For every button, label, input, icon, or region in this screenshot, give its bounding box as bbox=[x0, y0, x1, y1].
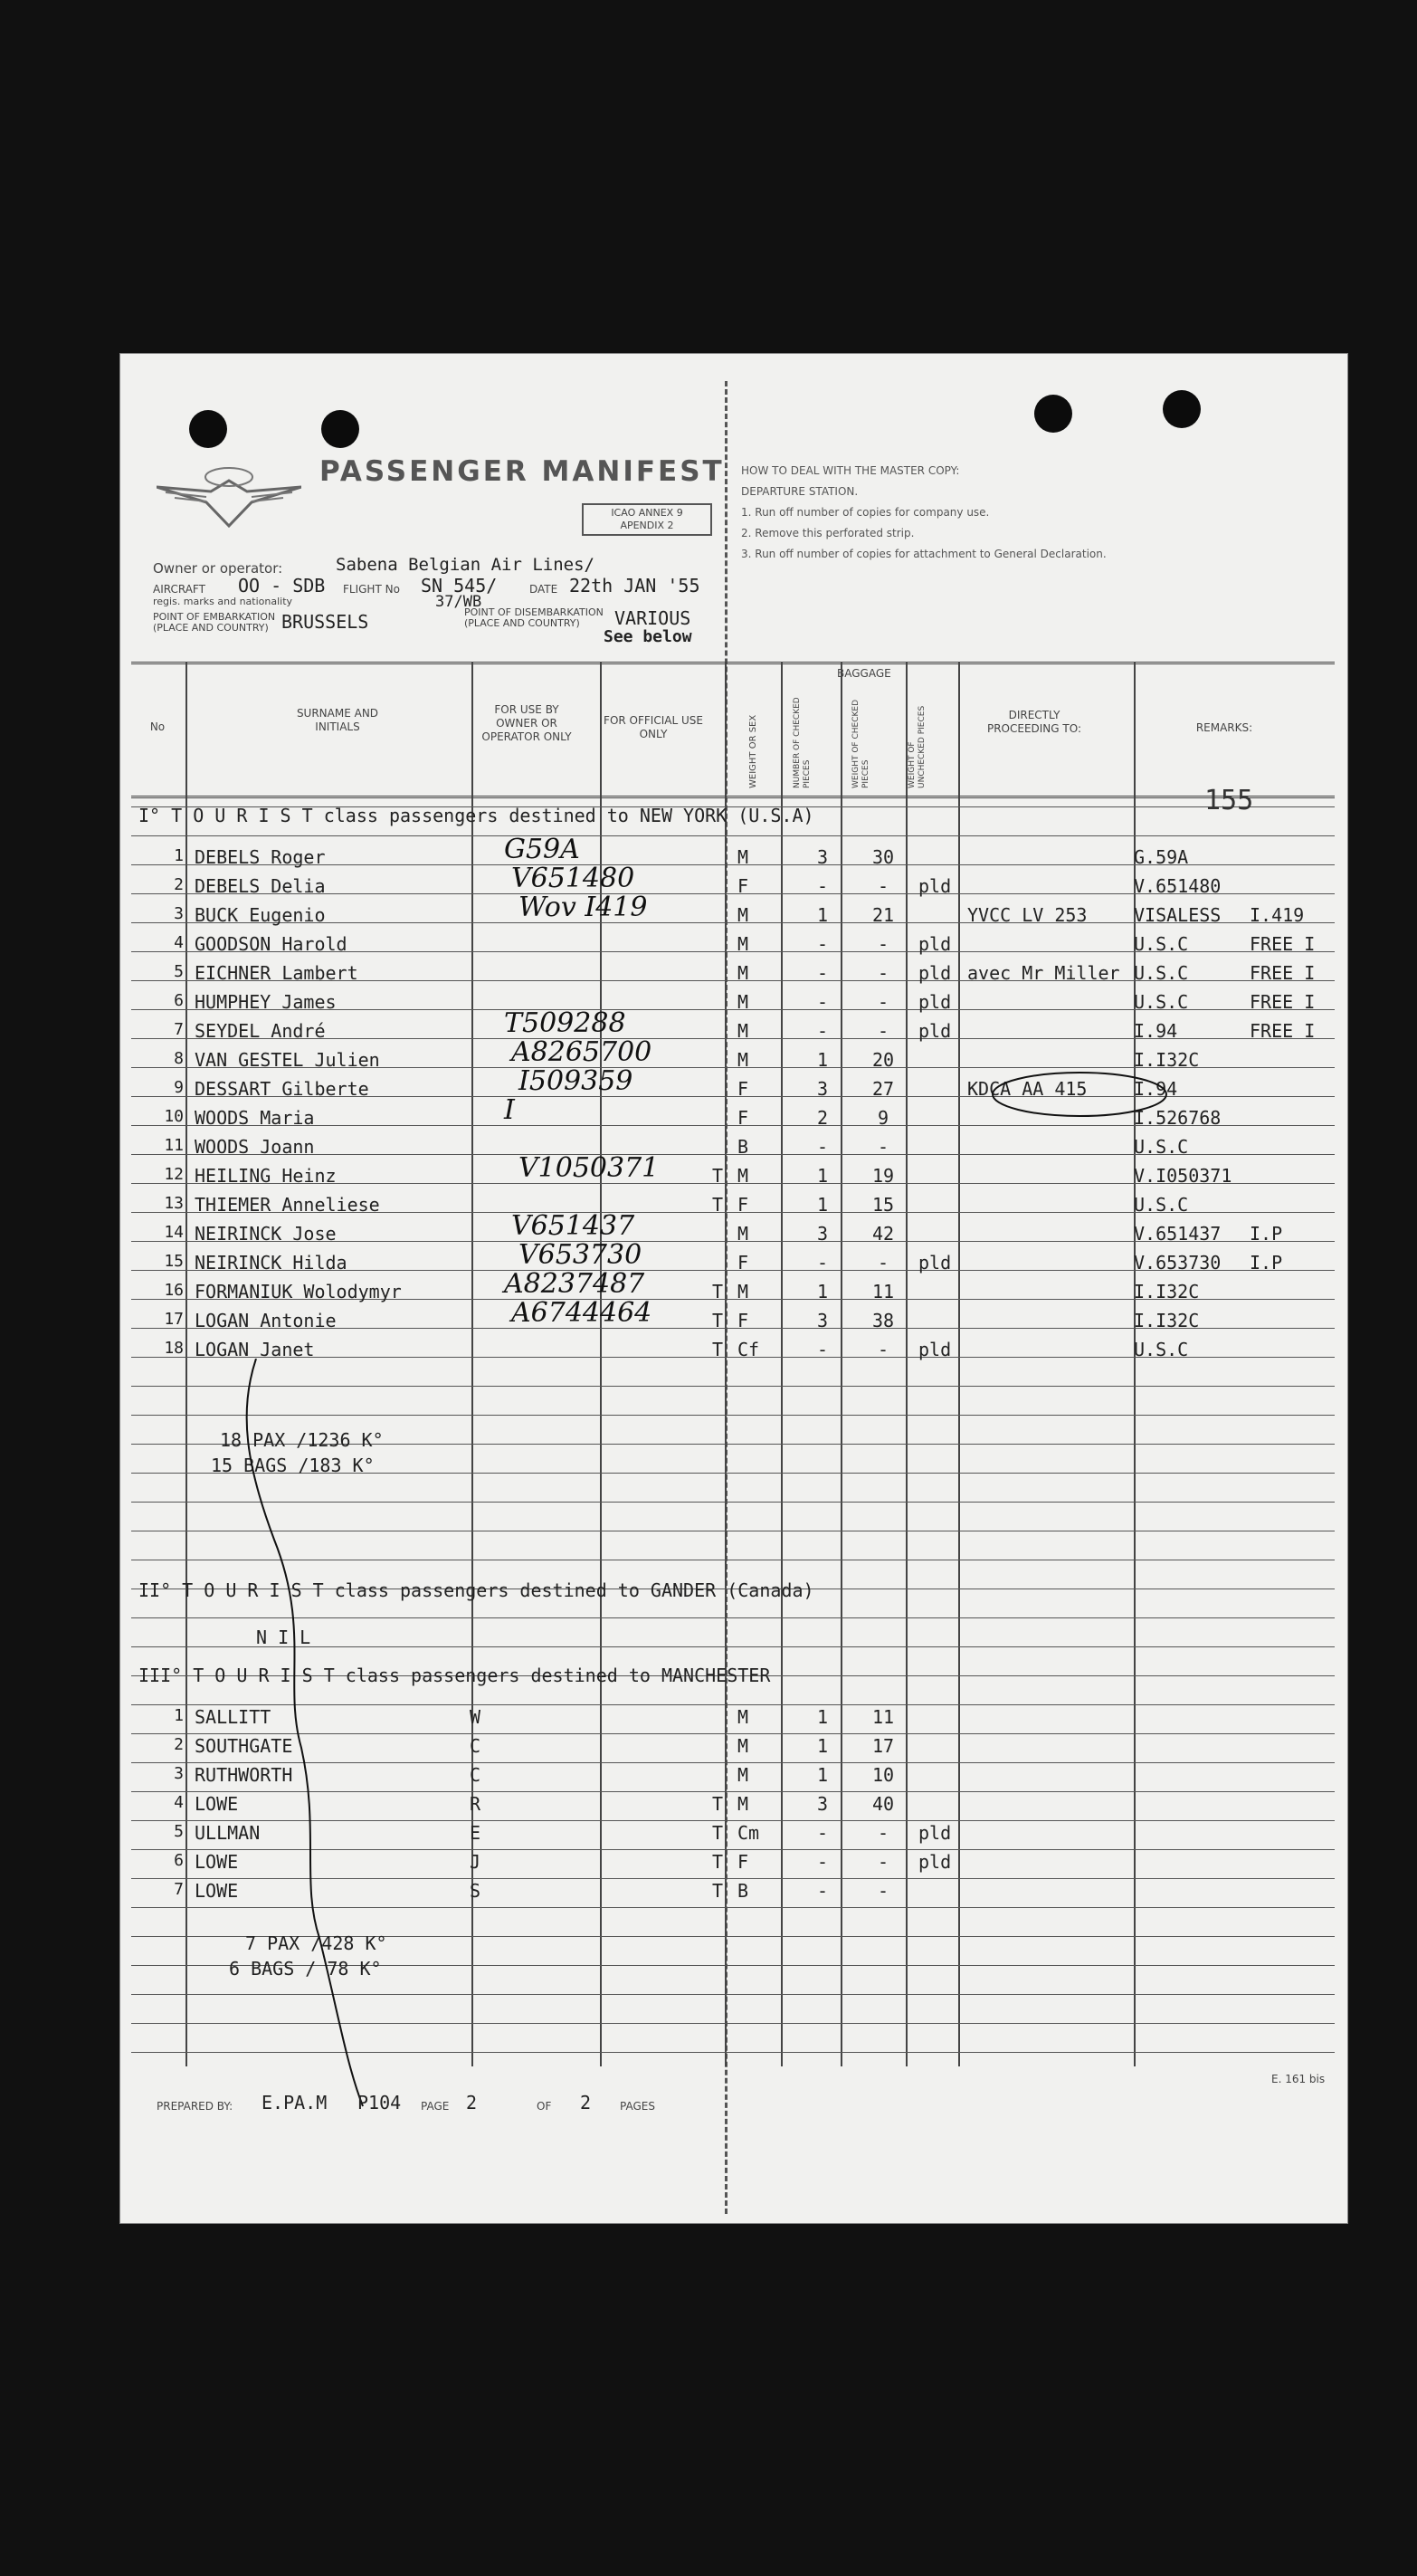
flight-value: SN 545/ bbox=[421, 575, 498, 596]
passenger-initial: E bbox=[469, 1822, 480, 1844]
passenger-number: 16 bbox=[164, 1281, 184, 1300]
checked-weight: 20 bbox=[871, 1049, 895, 1071]
checked-pieces: - bbox=[816, 962, 829, 984]
passenger-sex: M bbox=[737, 846, 749, 868]
remarks: G.59A bbox=[1134, 846, 1189, 868]
class-code: T bbox=[712, 1880, 724, 1902]
pages-label: PAGES bbox=[620, 2100, 655, 2113]
checked-pieces: 3 bbox=[816, 1078, 829, 1100]
date-value: 22th JAN '55 bbox=[569, 575, 700, 596]
handwritten-document-number: V653730 bbox=[518, 1239, 642, 1271]
col-surname: SURNAME AND INITIALS bbox=[296, 707, 379, 733]
passenger-name: NEIRINCK Hilda bbox=[195, 1252, 347, 1274]
passenger-sex: F bbox=[737, 1851, 749, 1873]
flight-label: FLIGHT No bbox=[343, 583, 400, 596]
passenger-number: 9 bbox=[174, 1078, 184, 1097]
passenger-name: BUCK Eugenio bbox=[195, 904, 326, 926]
passenger-name: LOGAN Antonie bbox=[195, 1310, 337, 1331]
checked-weight: - bbox=[877, 1851, 889, 1873]
page-number: 155 bbox=[1204, 785, 1254, 816]
remarks: U.S.C bbox=[1134, 1136, 1189, 1158]
checked-pieces: 1 bbox=[816, 1165, 829, 1187]
embark-value: BRUSSELS bbox=[281, 611, 369, 633]
remarks: I.I32C bbox=[1134, 1281, 1200, 1302]
checked-weight: 11 bbox=[871, 1706, 895, 1728]
checked-pieces: 1 bbox=[816, 1194, 829, 1216]
embark-label: POINT OF EMBARKATION (PLACE AND COUNTRY) bbox=[153, 611, 276, 634]
passenger-sex: B bbox=[737, 1136, 749, 1158]
operator-label: Owner or operator: bbox=[153, 560, 283, 577]
remarks: U.S.C bbox=[1134, 991, 1189, 1013]
unchecked-weight: pld bbox=[918, 1252, 952, 1274]
passenger-number: 6 bbox=[174, 1851, 184, 1870]
passenger-name: DEBELS Delia bbox=[195, 875, 326, 897]
class-code: T bbox=[712, 1339, 724, 1360]
directly-proceeding: avec Mr Miller bbox=[967, 962, 1120, 984]
aircraft-label: AIRCRAFT bbox=[153, 583, 205, 596]
checked-weight: - bbox=[877, 875, 889, 897]
passenger-name: GOODSON Harold bbox=[195, 933, 347, 955]
checked-pieces: - bbox=[816, 1339, 829, 1360]
handwritten-document-number: V651437 bbox=[511, 1210, 635, 1242]
directly-proceeding: YVCC LV 253 bbox=[967, 904, 1088, 926]
checked-pieces: - bbox=[816, 875, 829, 897]
passenger-sex: M bbox=[737, 1223, 749, 1245]
remarks-extra: FREE I bbox=[1250, 991, 1316, 1013]
unchecked-weight: pld bbox=[918, 1339, 952, 1360]
passenger-number: 13 bbox=[164, 1194, 184, 1213]
punch-hole bbox=[189, 410, 227, 448]
table-row bbox=[131, 863, 1335, 901]
checked-weight: 40 bbox=[871, 1793, 895, 1815]
passenger-sex: M bbox=[737, 1706, 749, 1728]
table-row bbox=[131, 930, 1335, 959]
unchecked-weight: pld bbox=[918, 1822, 952, 1844]
passenger-sex: M bbox=[737, 904, 749, 926]
passenger-name: ULLMAN bbox=[195, 1822, 261, 1844]
checked-weight: 15 bbox=[871, 1194, 895, 1216]
remarks-extra: FREE I bbox=[1250, 933, 1316, 955]
passenger-initial: C bbox=[469, 1735, 480, 1757]
handwritten-document-number: I509359 bbox=[518, 1065, 633, 1097]
remarks: I.526768 bbox=[1134, 1107, 1222, 1129]
checked-pieces: 1 bbox=[816, 1049, 829, 1071]
checked-pieces: 2 bbox=[816, 1107, 829, 1129]
operator-value: Sabena Belgian Air Lines/ bbox=[336, 555, 594, 575]
class-code: T bbox=[712, 1310, 724, 1331]
passenger-name: DEBELS Roger bbox=[195, 846, 326, 868]
passenger-sex: M bbox=[737, 991, 749, 1013]
checked-weight: - bbox=[877, 1252, 889, 1274]
table-row bbox=[131, 1210, 1335, 1248]
handwritten-document-number: V651480 bbox=[511, 863, 635, 894]
remarks: I.I32C bbox=[1134, 1310, 1200, 1331]
handwritten-document-number: T509288 bbox=[504, 1007, 626, 1039]
directly-proceeding: KDCA AA 415 bbox=[967, 1078, 1088, 1100]
remarks: V.I050371 bbox=[1134, 1165, 1232, 1187]
passenger-initial: S bbox=[469, 1880, 480, 1902]
col-baggage: BAGGAGE bbox=[837, 667, 891, 680]
passenger-number: 11 bbox=[164, 1136, 184, 1155]
remarks-extra: I.P bbox=[1250, 1223, 1283, 1245]
table-row bbox=[131, 1007, 1335, 1045]
checked-weight: 27 bbox=[871, 1078, 895, 1100]
passenger-name: FORMANIUK Wolodymyr bbox=[195, 1281, 402, 1302]
col-owner-use: FOR USE BY OWNER OR OPERATOR ONLY bbox=[481, 703, 572, 743]
class-code: T bbox=[712, 1165, 724, 1187]
passenger-number: 8 bbox=[174, 1049, 184, 1068]
passenger-number: 17 bbox=[164, 1310, 184, 1329]
checked-pieces: 3 bbox=[816, 1793, 829, 1815]
remarks: U.S.C bbox=[1134, 962, 1189, 984]
col-directly: DIRECTLY PROCEEDING TO: bbox=[986, 709, 1082, 735]
remarks: VISALESS bbox=[1134, 904, 1222, 926]
remarks: U.S.C bbox=[1134, 1339, 1189, 1360]
class-code: T bbox=[712, 1793, 724, 1815]
passenger-number: 7 bbox=[174, 1880, 184, 1899]
checked-pieces: 1 bbox=[816, 1735, 829, 1757]
table-row bbox=[131, 834, 1335, 872]
passenger-initial: W bbox=[469, 1706, 480, 1728]
prepared-label: PREPARED BY: bbox=[157, 2100, 233, 2113]
unchecked-weight: pld bbox=[918, 875, 952, 897]
passenger-name: DESSART Gilberte bbox=[195, 1078, 369, 1100]
class-code: T bbox=[712, 1281, 724, 1302]
handwritten-document-number: G59A bbox=[504, 834, 580, 865]
table-row bbox=[131, 1239, 1335, 1277]
remarks: V.651480 bbox=[1134, 875, 1222, 897]
passenger-sex: M bbox=[737, 1793, 749, 1815]
class-code: T bbox=[712, 1194, 724, 1216]
checked-pieces: - bbox=[816, 1822, 829, 1844]
unchecked-weight: pld bbox=[918, 991, 952, 1013]
passenger-name: SALLITT bbox=[195, 1706, 271, 1728]
passenger-sex: M bbox=[737, 1764, 749, 1786]
checked-weight: - bbox=[877, 1822, 889, 1844]
remarks: I.94 bbox=[1134, 1020, 1178, 1042]
checked-pieces: - bbox=[816, 1136, 829, 1158]
disembark-sub: See below bbox=[604, 627, 692, 646]
section-2-title: II° T O U R I S T class passengers destined to GANDER (Canada) bbox=[138, 1579, 814, 1601]
passenger-sex: M bbox=[737, 1281, 749, 1302]
disembark-value: VARIOUS bbox=[614, 607, 691, 629]
remarks: V.651437 bbox=[1134, 1223, 1222, 1245]
handwritten-document-number: A6744464 bbox=[511, 1297, 652, 1329]
passenger-number: 1 bbox=[174, 846, 184, 865]
checked-pieces: - bbox=[816, 1851, 829, 1873]
date-label: DATE bbox=[529, 583, 558, 596]
passenger-name: VAN GESTEL Julien bbox=[195, 1049, 380, 1071]
checked-pieces: - bbox=[816, 1252, 829, 1274]
remarks-circle-mark bbox=[989, 1069, 1170, 1123]
passenger-sex: M bbox=[737, 933, 749, 955]
passenger-sex: M bbox=[737, 1735, 749, 1757]
checked-pieces: 3 bbox=[816, 1310, 829, 1331]
unchecked-weight: pld bbox=[918, 962, 952, 984]
table-row bbox=[131, 892, 1335, 930]
table-row bbox=[131, 1297, 1335, 1335]
passenger-number: 2 bbox=[174, 1735, 184, 1754]
passenger-name: HEILING Heinz bbox=[195, 1165, 337, 1187]
checked-pieces: 1 bbox=[816, 1281, 829, 1302]
section-3-total-pax: 7 PAX /428 K° bbox=[245, 1932, 387, 1954]
passenger-sex: B bbox=[737, 1880, 749, 1902]
checked-weight: - bbox=[877, 1339, 889, 1360]
passenger-sex: F bbox=[737, 1194, 749, 1216]
passenger-number: 5 bbox=[174, 962, 184, 981]
checked-pieces: - bbox=[816, 933, 829, 955]
passenger-name: SEYDEL André bbox=[195, 1020, 326, 1042]
passenger-sex: Cm bbox=[737, 1822, 760, 1844]
remarks: I.I32C bbox=[1134, 1049, 1200, 1071]
passenger-sex: M bbox=[737, 962, 749, 984]
checked-weight: - bbox=[877, 1880, 889, 1902]
handwritten-document-number: V1050371 bbox=[518, 1152, 660, 1184]
checked-weight: - bbox=[877, 1020, 889, 1042]
col-weight-checked: WEIGHT OF CHECKED PIECES bbox=[851, 699, 870, 788]
table-row bbox=[131, 1268, 1335, 1306]
passenger-number: 7 bbox=[174, 1020, 184, 1039]
section-3-total-bags: 6 BAGS / 78 K° bbox=[229, 1958, 382, 1980]
passenger-number: 3 bbox=[174, 904, 184, 923]
remarks: I.94 bbox=[1134, 1078, 1178, 1100]
class-code: T bbox=[712, 1851, 724, 1873]
passenger-name: THIEMER Anneliese bbox=[195, 1194, 380, 1216]
unchecked-weight: pld bbox=[918, 933, 952, 955]
of-label: OF bbox=[537, 2100, 552, 2113]
checked-pieces: 3 bbox=[816, 1223, 829, 1245]
page-value: 2 bbox=[466, 2092, 478, 2113]
passenger-number: 18 bbox=[164, 1339, 184, 1358]
remarks-extra: FREE I bbox=[1250, 1020, 1316, 1042]
disembark-label: POINT OF DISEMBARKATION (PLACE AND COUNTRY) bbox=[464, 606, 604, 629]
checked-weight: - bbox=[877, 1136, 889, 1158]
passenger-number: 10 bbox=[164, 1107, 184, 1126]
form-code: E. 161 bis bbox=[1271, 2073, 1326, 2085]
passenger-name: HUMPHEY James bbox=[195, 991, 337, 1013]
remarks: U.S.C bbox=[1134, 933, 1189, 955]
passenger-name: LOWE bbox=[195, 1880, 239, 1902]
section-2-nil: N I L bbox=[256, 1627, 311, 1648]
col-no: No bbox=[149, 720, 166, 733]
regis-label: regis. marks and nationality bbox=[153, 596, 293, 607]
passenger-initial: R bbox=[469, 1793, 480, 1815]
checked-pieces: 1 bbox=[816, 904, 829, 926]
checked-pieces: - bbox=[816, 991, 829, 1013]
passenger-sex: F bbox=[737, 1310, 749, 1331]
checked-weight: - bbox=[877, 962, 889, 984]
passenger-number: 1 bbox=[174, 1706, 184, 1725]
passenger-name: WOODS Maria bbox=[195, 1107, 315, 1129]
page-title: PASSENGER MANIFEST bbox=[319, 455, 725, 488]
passenger-number: 4 bbox=[174, 1793, 184, 1812]
checked-pieces: - bbox=[816, 1020, 829, 1042]
handwritten-wavy-line bbox=[211, 1359, 392, 2110]
passenger-sex: M bbox=[737, 1165, 749, 1187]
aircraft-value: OO - SDB bbox=[238, 575, 326, 596]
col-num-checked: NUMBER OF CHECKED PIECES bbox=[793, 697, 812, 788]
checked-weight: 11 bbox=[871, 1281, 895, 1302]
prepared-value: E.PA.M bbox=[262, 2092, 328, 2113]
unchecked-weight: pld bbox=[918, 1851, 952, 1873]
passenger-number: 12 bbox=[164, 1165, 184, 1184]
checked-weight: - bbox=[877, 991, 889, 1013]
punch-hole bbox=[1034, 395, 1072, 433]
passenger-name: EICHNER Lambert bbox=[195, 962, 358, 984]
remarks: V.653730 bbox=[1134, 1252, 1222, 1274]
section-1-title: I° T O U R I S T class passengers destined to NEW YORK (U.S.A) bbox=[138, 805, 814, 826]
col-weight-unchecked: WEIGHT OF UNCHECKED PIECES bbox=[908, 705, 927, 788]
punch-hole bbox=[1163, 390, 1201, 428]
passenger-sex: M bbox=[737, 1020, 749, 1042]
section-3-title: III° T O U R I S T class passengers destined to MANCHESTER bbox=[138, 1665, 771, 1686]
passenger-number: 4 bbox=[174, 933, 184, 952]
remarks-extra: I.419 bbox=[1250, 904, 1305, 926]
passenger-name: RUTHWORTH bbox=[195, 1764, 293, 1786]
flight-sub: 37/WB bbox=[435, 593, 482, 611]
icao-box: ICAO ANNEX 9 APENDIX 2 bbox=[582, 503, 712, 536]
checked-weight: - bbox=[877, 933, 889, 955]
manifest-sheet bbox=[119, 353, 1348, 2224]
passenger-sex: F bbox=[737, 1107, 749, 1129]
punch-hole bbox=[321, 410, 359, 448]
table-row bbox=[131, 1132, 1335, 1161]
passenger-name: WOODS Joann bbox=[195, 1136, 315, 1158]
checked-pieces: 1 bbox=[816, 1706, 829, 1728]
table-row bbox=[131, 959, 1335, 987]
section-1-total-bags: 15 BAGS /183 K° bbox=[211, 1455, 375, 1476]
passenger-sex: F bbox=[737, 1078, 749, 1100]
passenger-name: NEIRINCK Jose bbox=[195, 1223, 337, 1245]
checked-weight: 38 bbox=[871, 1310, 895, 1331]
handwritten-document-number: I bbox=[504, 1094, 515, 1126]
checked-weight: 19 bbox=[871, 1165, 895, 1187]
passenger-sex: F bbox=[737, 1252, 749, 1274]
handwritten-document-number: A8237487 bbox=[504, 1268, 645, 1300]
col-weight-sex: WEIGHT OR SEX bbox=[748, 714, 758, 788]
class-code: T bbox=[712, 1822, 724, 1844]
handwritten-document-number: A8265700 bbox=[511, 1036, 652, 1068]
checked-weight: 10 bbox=[871, 1764, 895, 1786]
checked-weight: 42 bbox=[871, 1223, 895, 1245]
checked-weight: 30 bbox=[871, 846, 895, 868]
passenger-name: SOUTHGATE bbox=[195, 1735, 293, 1757]
passenger-number: 2 bbox=[174, 875, 184, 894]
passenger-number: 5 bbox=[174, 1822, 184, 1841]
passenger-name: LOGAN Janet bbox=[195, 1339, 315, 1360]
passenger-number: 14 bbox=[164, 1223, 184, 1242]
passenger-number: 3 bbox=[174, 1764, 184, 1783]
passenger-name: LOWE bbox=[195, 1851, 239, 1873]
table-row bbox=[131, 1152, 1335, 1190]
passenger-number: 15 bbox=[164, 1252, 184, 1271]
instructions: HOW TO DEAL WITH THE MASTER COPY: DEPARTURE STATION. 1. Run off number of copies for company use. 2. Remove this perforated strip. 3. Run off number of copies for attachment to General Declaration. bbox=[741, 464, 1107, 560]
passenger-name: LOWE bbox=[195, 1793, 239, 1815]
prepared-code: P104 bbox=[357, 2092, 402, 2113]
remarks-extra: FREE I bbox=[1250, 962, 1316, 984]
table-row bbox=[131, 1190, 1335, 1219]
col-official-use: FOR OFFICIAL USE ONLY bbox=[604, 714, 703, 740]
passenger-sex: M bbox=[737, 1049, 749, 1071]
section-1-total-pax: 18 PAX /1236 K° bbox=[220, 1429, 384, 1451]
checked-weight: 21 bbox=[871, 904, 895, 926]
page-label: PAGE bbox=[421, 2100, 450, 2113]
checked-weight: 9 bbox=[877, 1107, 889, 1129]
passenger-sex: F bbox=[737, 875, 749, 897]
checked-weight: 17 bbox=[871, 1735, 895, 1757]
passenger-initial: J bbox=[469, 1851, 480, 1873]
handwritten-document-number: Wov I419 bbox=[518, 892, 648, 923]
remarks: U.S.C bbox=[1134, 1194, 1189, 1216]
passenger-initial: C bbox=[469, 1764, 480, 1786]
sabena-logo-icon bbox=[157, 464, 301, 528]
checked-pieces: 1 bbox=[816, 1764, 829, 1786]
unchecked-weight: pld bbox=[918, 1020, 952, 1042]
remarks-extra: I.P bbox=[1250, 1252, 1283, 1274]
passenger-number: 6 bbox=[174, 991, 184, 1010]
table-row bbox=[131, 987, 1335, 1016]
passenger-sex: Cf bbox=[737, 1339, 760, 1360]
col-remarks: REMARKS: bbox=[1195, 721, 1253, 734]
checked-pieces: - bbox=[816, 1880, 829, 1902]
of-value: 2 bbox=[580, 2092, 592, 2113]
checked-pieces: 3 bbox=[816, 846, 829, 868]
